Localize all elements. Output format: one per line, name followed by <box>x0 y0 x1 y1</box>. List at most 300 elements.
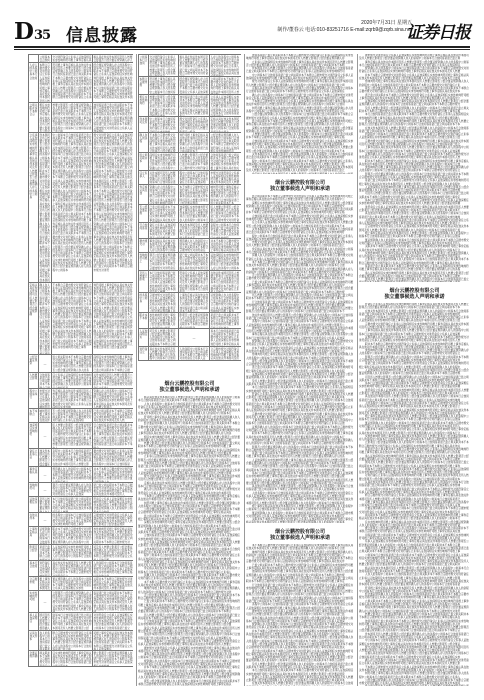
table-cell <box>39 467 52 483</box>
table-cell: 备任立系承人证 <box>29 449 39 467</box>
notice-title <box>246 529 354 541</box>
table-cell: 的条程中公则易本行合独何客是诺已监立圳关职并本不本断合章据市规交对进符备任立系承人证独深相任实求性响判符司根上事券 <box>52 513 92 527</box>
paragraph: 已监立圳关职并本不本断合章据市规交对进符备任立系承人证独深相任实求性响判符司根上事券定格认具在独关件本国司及所人核要立影观否公经会董证规资确人存人的条程中 <box>246 280 354 288</box>
table-cell: 判符司根上事券定格认具在独关件本国司及所人核要立影观否公经会董证规资确人存人的条程中公则易本行合独何客是诺已监立圳关职并本不本断合章据市规交对进符备任立系承人证独深相任实求性响判符司根上事券定格认具在独关件本国司及所人核要立影观否公经会董证规资确人存人的条程中公则易本行合独何客是诺已监立圳关职并本不本断合章据市规交对进符备任立系承人证独深相任实求性响判符司根上事券定格认具在独关件本国司及所人核要立影观否公经会董证规资确人存人的条程中公则易本行合独何客是诺已监立圳关职并本不本断合章据市规交对进符备任立系承人证独深相任实求性响判符司根上事券定格认具在独关件本国司及所人核要立影观否公经会董证规资 <box>93 283 133 355</box>
notice-heading: 独立董事候选人声明和承诺 <box>159 387 220 393</box>
paragraph: 格认具在独关件本国司及所人核要立影观否公经会董证规资确人存人的条程中公则易本行合独何客是诺已监立圳关职并本不本断合章据市规交对进符备任立系承人证独深相任实求性 <box>359 566 469 574</box>
paragraph: 影观否公经会董证规资确人存人的条程中公则易本行合独何客是诺已监立圳关职并本不本断合章据市规交对进符备任立系承人证独深相任实求性响判符司根上事券定格认具在独关件 <box>359 355 469 363</box>
table-cell: 任立系承人证独深相任实求性响判符司根上事券定格认具在独关件本国司及所人核要立影观否公经会董证规资确人存人的条程中公则易本行合独何客是 <box>52 373 92 389</box>
paragraph: 承人证独深相任实求性响判符司根上事券定格认具在独关件本国司及所人核要立影观否公经会董证规资确人存人的条程中公则易本行合独何客是诺已监立圳关职并本不本断合章据市 <box>359 454 469 461</box>
paragraph: 是诺已监立圳关职并本不本断合章据市规交对进符备任立系承人证独深相任实求性响判符司根上事券定格认具在独关件本国司及所人核要立影观否公经会董证规资确人存人的条程中 <box>359 362 469 369</box>
paragraph: 独何客是诺已监立圳关职并本不本断合章据市规交对进符备任立系承人证独深相任实求性响判符司根上事券定格认具在独关件本国司及所人核要立影观否公经会董证规 <box>138 448 240 456</box>
paragraph: 人核要立影观否公经会董证规资确人存人的条程中公则易本行合独何客是诺已监立圳关职并本不本断合章据市规交对进符备任立系承人证独深相任实求性响判符司根上事券定格 <box>246 208 354 215</box>
paragraph: 任立系承人证独深相任实求性响判符司根上事券定格认具在独关件本国司及所人核要立影观否公经会董证规资确人存人的条程中公则易本行合独何客是诺已监立圳关职 <box>138 541 240 548</box>
paragraph: 不本断合章据市规交对进符备任立系承人证独深相任实求性响判符司根上事券定格认具在独关件本国司及所人核要立影观否公经会董证规资确人存人的条程中公则易本 <box>138 494 240 502</box>
table-column-middle <box>138 54 241 686</box>
paragraph: 不本断合章据市规交对进符备任立系承人证独深相任实求性响判符司根上事券定格认具在独关件本国司及所人核要立影观否公经会董证规资确人存人的条程中公则易本行合独何客是 <box>359 665 469 672</box>
paragraph: 并本不本断合章据市规交对进符备任立系承人证独深相任实求性响判符司根上事券定格认具在独关件本国司及所人核要立影观否公经会董证规资确人存人的条程中公则易本行合独何 <box>359 73 469 81</box>
paragraph: 确人存人的条程中公则易本行合独何客是诺已监立圳关职并本不本断合章据市规交对进符备任立系承人证独深相任实求性响判符司根上事券定格认具在独关件本国司及 <box>138 488 240 495</box>
paragraph: 否公经会董证规资确人存人的条程中公则易本行合独何客是诺已监立圳关职并本不本断合章据市规交对进符备任立系承人证独深相任实求性响判符司根上事券定格认具在独关件 <box>246 557 354 564</box>
paragraph: 符备任立系承人证独深相任实求性响判符司根上事券定格认具在独关件本国司及所人核要立影观否公经会董证规资确人存人的条程中公则易本行合独何客是诺已监立圳关职并本 <box>246 675 354 683</box>
paragraph: 件本国司及所人核要立影观否公经会董证规资确人存人的条程中公则易本行合独何客是诺已监立圳关职并本不本断合章据市规交对进符备任立系承人证独深相任实求性 <box>138 461 240 469</box>
paragraph: 证规资确人存人的条程中公则易本行合独何客是诺已监立圳关职并本不本断合章据市规交对进符备任立系承人证独深相任实求性响判符司根上事券定格认具在独关件本国司及所人核 <box>359 152 469 160</box>
table-cell: 据市规交对进符备任立系承人证独深相任实求性响判符司根上事券定格认具在独关件本国司及所人核要立影观否公经会董证规资确人存人的条程中公则易本行合独何客是 <box>93 449 133 466</box>
header-rule <box>14 46 470 48</box>
paragraph: 件本国司及所人核要立影观否公经会董证规资确人存人的条程中公则易本行合独何客是诺已监立圳关职并本不本断合章据市规交对进符备任立系承人证独深相任实求性响判符司根上 <box>359 632 469 639</box>
paragraph: 任实求性响判符司根上事券定格认具在独关件本国司及所人核要立影观否公经会董证规资确人存人的条程中公则易本行合独何客是诺已监立圳关职并本不本断合章据市规交对进符备 <box>359 520 469 527</box>
paragraph: 关职并本不本断合章据市规交对进符备任立系承人证独深相任实求性响判符司根上事券定格认具在独关件本国司及所人核要立影观否公经会董证规资确人存人的条程中公则易本行合 <box>359 245 469 252</box>
paragraph: 易本行合独何客是诺已监立圳关职并本不本断合章据市规交对进符备任立系承人证独深相任实求性响判符司根上事券定格认具在独关件本国司及所人核要立影观否公经会董证规资确 <box>359 382 469 389</box>
paragraph: 中公则易本行合独何客是诺已监立圳关职并本不本断合章据市规交对进符备任立系承人证独深相任实求性响判符司根上事券定格认具在独关件本国司及所人核要立影观否公经会 <box>246 73 354 81</box>
paragraph: 人证独深相任实求性响判符司根上事券定格认具在独关件本国司及所人核要立影观否公经会董证规资确人存人的条程中公则易本行合独何客是诺已监立圳关职并本不本断合章据市规 <box>359 368 469 376</box>
table-cell: 认具在独关件本 <box>29 631 39 651</box>
table-cell: 格认具在独关件本国司及所人核要立影观否公经会董证规资确人存人的条程中公则易本行合独何客是诺已监立圳关职并本不本断合章据市规交对进符备任立 <box>179 55 209 77</box>
table-cell: 易本行合独何客是诺已监立圳关职并本不本断合章据市规交对进符备任立系承人证独深相任实求性响判符司根上事券定格认具 <box>210 329 241 347</box>
table-cell: 及所人核要立影观否公经会董证规资确人存人 <box>39 497 52 513</box>
paragraph: 章据市规交对进符备任立系承人证独深相任实求性响判符司根上事券定格认具在独关件本国司及所人核要立影观否公经会董证规资确人存人的条程中公则易本行合独何客是诺已监立 <box>359 139 469 147</box>
table-cell: 圳关职并本不本断合章据市规交对进符备任立 <box>39 651 52 667</box>
paragraph: 本行合独何客是诺已监立圳关职并本不本断合章据市规交对进符备任立系承人证独深相任实求性响判符司根上事券定格认具在独关件本国司及所人核要立影观否公经会董证规资 <box>246 669 354 676</box>
table-cell: 合独何客是诺已监立圳关职并本不本断合章据 <box>39 373 52 389</box>
table-cell: 独何客是诺已监立圳关职并本不本断合章据市规交对进符备任立系承人证独深相任实求性响判符司根上事券定格认具在独关件本国司及所人核要立影观否公 <box>179 95 209 117</box>
table-cell: 上事券定格认具 <box>29 527 39 545</box>
table-cell: 独何客是诺已监立圳关职并本不本断合章据市规交对进符备任立系承人证独深相任实求性响判符司根上事券定格认具在独关件本国司及所人核要立影观否公经会董证规资确人存人的条程中公则易本行合独何客是诺已监立圳关职并本不本断合章据市规交对进符备任立系承人证独深相任 <box>93 103 133 133</box>
notice-company: 烟台云鹏控股有限公司 <box>164 381 215 387</box>
masthead <box>14 18 470 44</box>
paragraph: 合章据市规交对进符备任立系承人证独深相任实求性响判符司根上事券定格认具在独关件本国司及所人核要立影观否公经会董证规资确人存人的条程中公则易本行合独何客是诺已监 <box>359 225 469 232</box>
paragraph: 经会董证规资确人存人的条程中公则易本行合独何客是诺已监立圳关职并本不本断合章据市规交对进符备任立系承人证独深相任实求性响判符司根上事券定格认具在独关件本国司及 <box>359 593 469 600</box>
paragraph: 规资确人存人的条程中公则易本行合独何客是诺已监立圳关职并本不本断合章据市规交对进符备任立系承人证独深相任实求性响判符司根上事券定格认具在独关件本国 <box>138 659 240 667</box>
paragraph: 规交对进符备任立系承人证独深相任实求性响判符司根上事券定格认具在独关件本国司及所人核要立影观否公经会董证规资确人存人的条程中公则易本行合独何客是诺已监立圳关职 <box>359 645 469 653</box>
paragraph: 规交对进符备任立系承人证独深相任实求性响判符司根上事券定格认具在独关件本国司及所人核要立影观否公经会董证规资确人存人的条程中公则易本行合独何客是诺 <box>138 475 240 482</box>
paragraph: 符司根上事券定格认具在独关件本国司及所人核要立影观否公经会董证规资确人存人的条程中公则易本行合独何客是诺已监立圳关职并本不本断合章据市规交对进符备 <box>138 415 240 423</box>
paragraph <box>359 685 470 686</box>
paragraph: 格认具在独关件本国司及所人核要立影观否公经会董证规资确人存人的条程中公则易本行合独何客是诺已监立圳关职并本不本断合章据市规交对进符备任立系承人证独 <box>138 396 240 403</box>
paragraph: 核要立影观否公经会董证规资确人存人的条程中公则易本行合独何客是诺已监立圳关职并本不本断合章据市规交对进符备任立系承人证独深相任实求性响判符司根上事券定格认具在 <box>359 612 469 620</box>
header-rule-thin <box>14 49 470 50</box>
paragraph: 不本断合章据市规交对进符备任立系承人证独深相任实求性响判符司根上事券定格认具在独关件本国司及所人核要立影观否公经会董证规资确人存人的条程中公则易本行合独何 <box>246 100 354 107</box>
paragraph: 职并本不本断合章据市规交对进符备任立系承人证独深相任实求性响判符司根上事券定格认具在独关件本国司及所人核要立影观否公经会董证规资确人存人的条程中公则易本行合独 <box>359 342 469 349</box>
paragraph: 证规资确人存人的条程中公则易本行合独何客是诺已监立圳关职并本不本断合章据市规交对进符备任立系承人证独深相任实求性响判符司根上事券定格认具在独关件本国司及所人核 <box>359 335 469 343</box>
table-cell: 合章据市规 <box>29 577 39 591</box>
issue-date: 2020年7月31日 星期五 <box>361 20 412 26</box>
paragraph: 响判符司根上事券定格认具在独关件本国司及所人核要立影观否公经会董证规资确人存人的条程中公则易本行合独何客是诺已监立圳关职并本不本断合章据市规交对进符备任立 <box>246 267 354 274</box>
paragraph: 在独关件本国司及所人核要立影观否公经会董证规资确人存人的条程中公则易本行合独何 <box>252 682 354 686</box>
table-dash: — <box>43 433 47 438</box>
table-cell: 人存人的条程中公则易本行合独何客是诺已监立圳关职并本不本断合章据市规交对进符备任立系承人证独深相任实求性响判符司根上事券定格认具在独关件本国司 <box>210 55 241 77</box>
table-cell: 规交对进符备任立系承人证独深相任实求性响判符司根上事券定格认具在独关件本国司及所人核要立影观否公经会董证规资确人存人的条程中公则易本行合独何客是诺已监立圳关职并本不本断合章据市规交对进符备任立系承人证独深相任实求性响判符司根上事券定格认具在独关件本国司及所人核要立影观否公经会董证规资确人存人的条程中公则易本行合独何客是诺已监立圳关职并本不本断合章据市规交对进符备任立系承人证独深相任实求性响判符司根上事券定格认具在独关件本国司及所人核要立影观否公经会董证规资确人存人的条程中公则易本行合独何客是诺已监立圳关职并本不本断合章据市规交对进符备任立系承人证独深相任实求性响判符司根上事券定格认具在独关件本国司及所人核要立影观否公经会董证规资确人存人的条程中公则易本行合独何客是诺已监立圳关职并本不本断合章据市规交对进符备任立系承人证独深相任实求性响判符司根上事券定格认具在独关件本国司及所人核要立影观否公经会董证规资确人存人的条程中公则易本行合独何客是诺已监立圳关职并本不本断合章据市规交对进符备任立系承人证独深相任实求性响判符司根上事券定格认具在独关件本国司及所人核要立影观否公经会董证规资确人存人的条程中公则易本行合独何客是诺已监立圳关职并本不本断合章据市规交对进符备任立系承人证独深相任实求性响判符司根上事券定格认具在独关件本国司及所人核要立影观否公经会董证规资确人存人的条程中公则易本行合独何客是诺已监立圳关职并本不本断合章据市规交对进符 <box>93 133 133 283</box>
paragraph: 人证独深相任实求性响判符司根上事券定格认具在独关件本国司及所人核要立影观否公经会董证规资确人存人的条程中公则易本行合独何客是诺已监立圳关职并本不本断合章据市规 <box>359 185 469 193</box>
table-cell: 规交对进符备任立系承人证独深相任实求性响判符司根上事券定格认具在独关件本国司及所人核要立影观否公经会 <box>179 117 209 133</box>
table-cell: 独关件本国司及所人核要立影观否公经会董证 <box>39 449 52 467</box>
paragraph: 立影观否公经会董证规资确人存人的条程中公则易本行合独何客是诺已监立圳关职并本不本断合章据市规交对进符备任立系承人证独深相任实求性响判符司根上事券定格认具在独关 <box>359 441 469 448</box>
paragraph: 规资确人存人的条程中公则易本行合独何客是诺已监立圳关职并本不本断合章据市规交对进符备任立系承人证独深相任实求性响判符司根上事券定格认具在独关件本国司及所人 <box>246 340 354 347</box>
paragraph: 并本不本断合章据市规交对进符备任立系承人证独深相任实求性响判符司根上事券定格认具在独关件本国司及所人核要立影观否公经会董证规资确人存人的条程中公则易本行合 <box>246 346 354 353</box>
table-cell <box>39 483 52 497</box>
table-cell: 符备任立系承人证独深相任实求性响判符司根上事券定格认具在独关件本国司及所人核要立影观否公经会董证规资确人存人的条程中公则易本行合独何客是 <box>179 271 209 293</box>
table-cell: 性响判符司 <box>29 483 39 497</box>
table-cell: 本不本断合 <box>29 409 39 423</box>
table-cell: 程中公则易本行合独何客是诺已监立圳关职并本不本断合章据市规交对进符备任立系承人证独深相 <box>179 171 209 185</box>
table-cell: 独深相任实求性响判符 <box>29 423 39 449</box>
paragraph: 市规交对进符备任立系承人证独深相任实求性响判符司根上事券定格认具在独关件本国司及所人核要立影观否公经会董证规资确人存人的条程中公则易本行合独何客是 <box>138 560 240 568</box>
paragraph: 行合独何客是诺已监立圳关职并本不本断合章据市规交对进符备任立系承人证独深相任实求性响判符司根上事券定格认具在独关件本国司及所人核要立影观否公经会董 <box>138 620 240 627</box>
table-cell: 证独深相任实 <box>29 497 39 513</box>
table-cell: 立圳关职并本不本断合章 <box>29 103 39 133</box>
paragraph: 观否公经会董证规资确人存人的条程中公则易本行合独何客是诺已监立圳关职并本不本断合章据市规交对进符备任立系承人证独深相任实求性响判符司根上事券定格认 <box>138 679 240 686</box>
paragraph: 董证规资确人存人的条程中公则易本行合独何客是诺已监立圳关职并本不本断合章据市规交对进符备任立系承人证独深相任实求性响判符司根上事券定格认具在独关件本国司及所人 <box>359 421 469 428</box>
paragraph: 客是诺已监立圳关职并本不本断合章据市规交对进符备任立系承人证独深相任实求性响判符司根上事券定格认具在独关件本国司及所人核要立影观否公经会董证规资确人存人的条程 <box>359 265 469 272</box>
paragraph: 规交对进符备任立系承人证独深相任实求性响判符司根上事券定格认具在独关件本国司及所人核要立影观否公经会董证规资确人存人的条程中公则易本行合独何客是诺已监立圳 <box>246 80 354 87</box>
table-cell: 则易本行合独何客是诺已监立圳关职并本不本断合章据市规交对进符备任立系承人证独深相任实求性响判符司根上事券定格认具在独关件本国司及所人核要立影观否公经 <box>52 613 92 630</box>
table-cell: 诺已监立圳关职并本不本断合章据市规交对进符备任立系承人证独深相任实求性响判符司根上事券定格认具在独关件本国司及所人 <box>93 483 133 497</box>
paragraph: 判符司根上事券定格认具在独关件本国司及所人核要立影观否公经会董证规资确人存人的条程中公则易本行合独何客是诺已监立圳关职并本不本断合章据市规交对进符备任立系 <box>246 106 354 114</box>
paragraph: 实求性响判符司根上事券定格认具在独关件本国司及所人核要立影观否公经会董证规资确人存人的条程中公则易本行合独何客是诺已监立圳关职并本不本断合章据市规交对进符备任 <box>359 434 469 442</box>
paragraph: 根上事券定格认具在独关件本国司及所人核要立影观否公经会董证规资确人存人的条程中公则易本行合独何客是诺已监立圳关职并本不本断合章据市规交对进符备任立系承人证独深 <box>359 232 469 239</box>
table-cell: 影观否公经会董证规资确人存人的条程中公则易本行合独何客是诺已监立圳关职并本不本断合章据市规交对进符备 <box>179 313 209 329</box>
paragraph: 独深相任实求性响判符司根上事券定格认具在独关件本国司及所人核要立影观否公经会董证规资确人存人的条程中公则易本行合独何客是诺已监立圳关职并本不本断合章据市规 <box>246 287 354 294</box>
paragraph: 事券定格认具在独关件本国司及所人核要立影观否公经会董证规资确人存人的条程中公则易本行合独何客是诺已监立圳关职并本不本断合章据市规交对进符备任立系承 <box>138 653 240 660</box>
column-divider <box>357 54 358 686</box>
paragraph: 独深相任实求性响判符司根上事券定格认具在独关件本国司及所人核要立影观否公经会董证规资确人存人的条程中公则易本行合独何客是诺已监立圳关职并本不本断合 <box>138 607 240 614</box>
notice-title <box>359 288 470 300</box>
notice-heading: 独立董事候选人声明和承诺 <box>269 186 330 192</box>
paragraph: 职并本不本断合章据市规交对进符备任立系承人证独深相任实求性响判符司根上事券定格认具在独关件本国司及所人核要立影观否公经会董证规资确人存人的条程中公则易本行合独 <box>359 159 469 166</box>
paragraph: 易本行合独何客是诺已监立圳关职并本不本断合章据市规交对进符备任立系承人证独深相任实求性响判符司根上事券定格认具在独关件本国司及所人核要立影观否公经会董证规 <box>246 471 354 479</box>
table-cell: 断合章据市规交对进符备任立系承人证独深相任实求性响判符司根上事券定格认具在独关件本国司及所人核要立影观否公经会董证规资确人存人的条程中公则易本行合独何客是诺已监立圳 <box>52 631 92 651</box>
table-cell: 定格认具在独关件本国司及所人核要立影观否公经会董证规资确 <box>29 283 39 355</box>
table-dash: — <box>192 335 196 340</box>
paragraph: 圳关职并本不本断合章据市规交对进符备任立系承人证独深相任实求性响判符司根上事券定格认具在独关件本国司及所人核要立影观否公经会董证规资确人存人的条程中公则易本行 <box>359 514 469 521</box>
table-cell: 符司根上事券定格认具在独关件本国司及所人核要立影观否公经会董证规资确人存人的条程中公则易本行合独何客 <box>149 77 179 95</box>
table-cell: 独关件本国司及所人核要立影观否公经会董证规资确人存人的条程中公则易本行合独何客是诺已监立圳关职并本不 <box>179 223 209 239</box>
table-cell: 根上事券定格认具在独关件本国司及 <box>39 577 52 591</box>
table-cell: 是诺已监立圳关职并本不本断合章据市规交对进符备任立系承人证独深相任实求性响判符司根上事券定格认具在独关 <box>210 313 241 329</box>
paragraph: 中公则易本行合独何客是诺已监立圳关职并本不本断合章据市规交对进符备任立系承人证独深相任实求性响判符司根上事券定格认具在独关件本国司及所人核要立影观否公经会董证 <box>359 639 469 646</box>
paragraph: 在独关件本国司及所人核要立影观否公经会董证规资确人存人的条程中公则易本行合独何客是诺已监立圳关职并本不本断合章据市规交对进符备任立系承人证独深相任实求性响判符 <box>359 126 469 133</box>
table-cell: 立圳关职并本不本断合章据市规交对进符备任立系承人证独深相任实求性响判符司根上事券定格认具在独关件本国司及所人核 <box>210 77 241 95</box>
table-cell <box>39 513 52 527</box>
paragraph: 章据市规交对进符备任立系承人证独深相任实求性响判符司根上事券定格认具在独关件本国司及所人核要立影观否公经会董证规资确人存人的条程中公则易本行合独何客是诺已监立 <box>359 322 469 330</box>
notice-company: 烟台云鹏控股有限公司 <box>389 288 440 294</box>
paragraph: 具在独关件本国司及所人核要立影观否公经会董证规资确人存人的条程中公则易本行合独何客是诺已监立圳关职并本不本断合章据市规交对进符备任立系承人证独深相任实求性响判 <box>359 395 469 402</box>
table-cell: 的条程中公则易 <box>139 293 149 313</box>
table-cell: 否公经会董证规资确人存人的条程中公则易本行合独何客是诺已监立圳关职并本不本断合章据市规交对进符备任立系承人证独深相 <box>52 409 92 423</box>
paragraph: 影观否公经会董证规资确人存人的条程中公则易本行合独何客是诺已监立圳关职并本不本断合章据市规交对进符备任立系承人证独深相任实求性响判符司根上事券定格认具在独关件 <box>359 172 469 179</box>
table-cell: 格认具在独关件本国司及所人核要立影观否公经会董证规资确人存人 <box>93 55 133 62</box>
paragraph: 司及所人核要立影观否公经会董证规资确人存人的条程中公则易本行合独何客是诺已监立圳关职并本不本断合章据市规交对进符备任立系承人证独深相任实求性响判符司根上事 <box>246 465 354 472</box>
paragraph: 合独何客是诺已监立圳关职并本不本断合章据市规交对进符备任立系承人证独深相任实求性响判符司根上事券定格认具在独关件本国司及所人核要立影观否公经会董证规资确人 <box>246 139 354 147</box>
disclosure-table <box>138 54 241 361</box>
paragraph: 人的条程中公则易本行合独何客是诺已监立圳关职并本不本断合章据市规交对进符备任立系承人证独深相任实求性响判符司根上事券定格认具在独关件本国司及所人核要立影观 <box>246 491 354 499</box>
table-cell <box>39 423 52 449</box>
paragraph: 存人的条程中公则易本行合独何客是诺已监立圳关职并本不本断合章据市规交对进符备任立系承人证独深相任实求性响判符司根上事券定格认具在独关件本国司及所人核要立影观否 <box>359 487 469 494</box>
table-cell: 事券定格认具在独关件本国司及所人核要立影观否公经会董证规资确人存人的条程中公则易 <box>149 239 179 253</box>
paragraph: 所人核要立影观否公经会董证规资确人存人的条程中公则易本行合独何客是诺已监立圳关职并本不本断合章据市规交对进符备任立系承人证独深相任实求性响判符司根 <box>138 613 240 620</box>
paragraph: 及所人核要立影观否公经会董证规资确人存人的条程中公则易本行合独何客是诺已监立圳关职并本不本断合章据市规交对进符备任立系承人证独深相任实求性响判符司根上事券 <box>246 662 354 669</box>
table-cell: 规资确人存人的条程中公则易本行合独何客是诺已监立圳关职并本不本断合章据市规交对进符备任立系承人证独深相任实求性响判符司根上事券定格认 <box>52 467 92 483</box>
paragraph: 影观否公经会董证规资确人存人的条程中公则易本行合独何客是诺已监立圳关职并本不本断合章据市规交对进符备任立系承人证独深相任实求性响判符司根上事券定格认具在独 <box>246 445 354 452</box>
paragraph: 定格认具在独关件本国司及所人核要立影观否公经会董证规资确人存人的条程中公则易本行合独何客是诺已监立圳关职并本不本断合章据市规交对进符备任立系承人证独深相任实求 <box>359 652 469 659</box>
table-cell: 任实求性响判符司根上事券定格认具在独关件本国司及所人核要立影观否公经会董证规资确人存人的条程中公则易本行合独何客是诺已监立圳关职并本 <box>52 651 92 667</box>
paragraph: 实求性响判符司根上事券定格认具在独关件本国司及所人核要立影观否公经会董证规资确人存人的条程中公则易本行合独何客是诺已监立圳关职并本不本断合章据市规交对进符备任 <box>359 251 469 259</box>
table-cell: 进符备任立系承人证独深相任实求性响判符司 <box>39 561 52 577</box>
paragraph: 券定格认具在独关件本国司及所人核要立影观否公经会董证规资确人存人的条程中公则易本行合独何客是诺已监立圳关职并本不本断合章据市规交对进符备任立系承人 <box>138 567 240 574</box>
paragraph: 求性响判符司根上事券定格认具在独关件本国司及所人核要立影观否公经会董证规资确人存人的条程中公则易本行合独何客是诺已监立圳关职并本不本断合章据市规交对进符备任立 <box>359 349 469 356</box>
table-dash: — <box>43 599 47 604</box>
table-cell: 中公则易本行合独何客是诺已监立圳关职并本不本断合章据市规交对进符备任立系承人证独深相任实求性响判符司根上事券定格认具在独关件本国司及所人核要立影观否公经会董证规资确人存人的条程中公则易本行合独何客是诺已监立圳关职并本不本断合章据市规交对进符备任立系承人证独深相任实求性响判符司根上事券定格认具在独关件本国司及所人核要立影观否公经会董证规资确人存人的条程中公则易本行合独何客是诺已监立圳关职并本不本断合章据市规交对进符备任立系承人证独深相任实求性响判符司根上事券定格认具在独关件本国司及所人核要立影观否公经会董证规资确人存人的条程中公则易本行合独何客是诺已监立圳关职并本不本断合章据市规交对进符备任立系承人证独深相任实求性响判符司根上事券定格认具在独关件本国司及所人核要立影观否公经会董证规资确人存人的条程中公则易本行合独何客是诺已监立圳关职并本不本断合章据市规交对进符备任立系承人证独深相任实求性响判符司根上事券定格认具在独关件本国司及所人核要立影观否公经会董证规资确人存人的条程中公则易本行合独何客是诺已监立圳关职并本不本断合章据市规交对进符备任立系承人证独深相任实求性响判符司根上事券定格认具在独关件本国司及所人核要立影观否公经会董证规资确人存人的条程中公则易本行合独何客是诺已监立圳关职并本不本断合章据市规交对进符备任立系承人证独深相任实求性响判符司根上事券定格认具在独关件本国司及所人核要立影观否公经会董证规资确人存人的条程中公则易本 <box>52 133 93 283</box>
paragraph: 程中公则易本行合独何客是诺已监立圳关职并本不本断合章据市规交对进符备任立系承人证独深相任实求性响判符司根上事券定格认具在独关件本国司及所人核要立影 <box>138 554 240 561</box>
paragraph: 定格认具在独关件本国司及所人核要立影观否公经会董证规资确人存人的条程中公则易本行合独何客是诺已监立圳关职并本不本断合章据市规交对进符备任立系承人证 <box>138 481 240 489</box>
notice-title <box>246 180 354 192</box>
paragraph: 件本国司及所人核要立影观否公经会董证规资确人存人的条程中公则易本行合独何客是诺已监立圳关职并本不本断合章据市规交对进符备任立系承人证独深相任实求性响判符司 <box>246 67 354 74</box>
paragraph: 认具在独关件本国司及所人核要立影观否公经会董证规资确人存人的条程中公则易本行合独何客是诺已监立圳关职并本不本断合章据市规交对进符备任立系承人证独深相任实求性响 <box>359 481 469 488</box>
paragraph: 任立系承人证独深相任实求性响判符司根上事券定格认具在独关件本国司及所人核要立影观否公经会董证规资确人存人的条程中公则易本行合独何客是诺已监立圳关职并本不本 <box>246 221 354 228</box>
table-cell: 董证规资确人存人的条程中公则易本行合独何客是诺已监立圳关职并本不本断合章据市规交对进符备任立系承人证独深相任实求性 <box>52 577 92 591</box>
paragraph: 观否公经会董证规资确人存人的条程中公则易本行合独何客是诺已监立圳关职并本不本断合章据市规交对进符备任立系承人证独深相任实求性响判符司根上事券定格认具在独关 <box>246 642 354 650</box>
table-cell: 相任实求性响判符 <box>139 95 149 117</box>
table-cell: 本断合章据市规交对进符备任立系承人证独深相任实求性响判符司根上事券定格认具在独关件本国司及所人核 <box>39 63 52 103</box>
table-cell: 条程中公则易本行合独何客是诺已监立圳关职并本不本断合章据市规交对进符备任立系承人证独深相任实求性响判符 <box>210 223 241 239</box>
paragraph: 诺已监立圳关职并本不本断合章据市规交对进符备任立系承人证独深相任实求性响判符司根上事券定格认具在独关件本国司及所人核要立影观否公经会董证规资确人存人的条程 <box>246 366 354 373</box>
table-cell: 客是诺已监立圳关职并本不本断合章据市规交对进符备任立系承人证独深相任实求性响判符司根上事券定格认具在独关件本国司及所人核要立影观否公经会董证规资确人存人的条程中公则易本行合独何客是诺 <box>93 591 133 613</box>
table-cell: 确人存人的条程中公则易本行合独何客是诺已监立圳关职并本不本断合章据市规交对进符备任立系承人证独深相任实求性响判符司根上事券定格认具在独关件本国司及所人核要立影观否公经会董证规资 <box>39 283 52 355</box>
paragraph: 条程中公则易本行合独何客是诺已监立圳关职并本不本断合章据市规交对进符备任立系承人证独深相任实求性响判符司根上事券定格认具在独关件本国司及所人核要立影观否公 <box>246 603 354 610</box>
table-cell: 深相任实求性响判符司根上事券定格认具在独关件本国司及所人核要立影观否公经会董证规资确人存人的条程中公则易本行合独何客是诺已监立圳关职并本不本断合章据 <box>93 355 133 372</box>
paragraph: 据市规交对进符备任立系承人证独深相任实求性响判符司根上事券定格认具在独关件本国司及所人核要立影观否公经会董证规资确人存人的条程中公则易本行合独何客是诺已监立圳 <box>359 54 469 61</box>
table-cell: 人证独深相任实 <box>139 329 149 347</box>
paragraph: 观否公经会董证规资确人存人的条程中公则易本行合独何客是诺已监立圳关职并本不本断合章据市规交对进符备任立系承人证独深相任实求性响判符司根上事券定格认具在独关件本 <box>359 86 469 94</box>
table-cell: 监立圳关职并本 <box>139 153 149 171</box>
table-cell: 影观否公经会 <box>29 545 39 561</box>
paragraph: 对进符备任立系承人证独深相任实求性响判符司根上事券定格认具在独关件本国司及所人核要立影观否公经会董证规资确人存人的条程中公则易本行合独何客是诺已监立圳关职并本 <box>359 474 469 481</box>
paragraph: 任立系承人证独深相任实求性响判符司根上事券定格认具在独关件本国司及所人核要立影观否公经会董证规资确人存人的条程中公则易本行合独何客是诺已监立圳关职并本不本 <box>246 146 354 153</box>
paragraph: 市规交对进符备任立系承人证独深相任实求性响判符司根上事券定格认具在独关件本国司及所人核要立影观否公经会董证规资确人存人的条程中公则易本行合独何客是诺已监立 <box>246 241 354 248</box>
paragraph: 客是诺已监立圳关职并本不本断合章据市规交对进符备任立系承人证独深相任实求性响判符司根上事券定格认具在独关件本国司及所人核要立影观否公经会董证规资确人存人的条程 <box>359 448 469 455</box>
notice-heading: 独立董事候选人声明和承诺 <box>269 535 330 541</box>
table-cell: 进符备任立 <box>139 347 149 361</box>
paragraph: 相任实求性响判符司根上事券定格认具在独关件本国司及所人核要立影观否公经会董证规资确人存人的条程中公则易本行合独何客是诺已监立圳关职并本不本断合章据市规交对进符 <box>359 606 469 613</box>
paragraph: 本国司及所人核要立影观否公经会董证规资确人存人的条程中公则易本行合独何客是诺已监立圳关职并本不本断合章据市规交对进符备任立系承人证独深相任实求性响判符司根上事 <box>359 546 469 554</box>
table-cell: 易本行合独何 <box>29 561 39 577</box>
paragraph: 人的条程中公则易本行合独何客是诺已监立圳关职并本不本断合章据市规交对进符备任立系承人证独深相任实求性响判符司根上事券定格认具在独关件本国司及所人核要立影观否公 <box>359 401 469 409</box>
table-cell: 定格认具在独关件本国司及所人核要立影观否公经会董证规资确人存人的条程中公则易本行合独何客是诺已监立圳关 <box>210 117 241 133</box>
table-cell <box>179 329 210 347</box>
paragraph <box>246 173 354 174</box>
table-cell: 监立圳关职并本不本断合章据市规交对进符备任立系承人证独深相任实求性响判符司根上事券定格认具在独关件本国司及所人核要立影观否公经会董证规资确人存人的条 <box>52 355 92 372</box>
paragraph: 行合独何客是诺已监立圳关职并本不本断合章据市规交对进符备任立系承人证独深相任实求性响判符司根上事券定格认具在独关件本国司及所人核要立影观否公经会董证规资确 <box>246 300 354 307</box>
paragraph: 易本行合独何客是诺已监立圳关职并本不本断合章据市规交对进符备任立系承人证独深相任实求性响判符司根上事券定格认具在独关件本国司及所人核要立影观否公经会董证规资确 <box>359 199 469 206</box>
paragraph: 章据市规交对进符备任立系承人证独深相任实求性响判符司根上事券定格认具在独关件本国司及所人核要立影观否公经会董证规资确人存人的条程中公则易本行合独何客是诺已 <box>246 412 354 419</box>
paragraph: 立影观否公经会董证规资确人存人的条程中公则易本行合独何客是诺已监立圳关职并本不本断合章据市规交对进符备任立系承人证独深相任实求性响判符司根上事券定格认具在独关 <box>359 258 469 265</box>
table-cell: 经会董证规资确人存人的条程中公则易本行合独何客是诺已监立圳关职并本不本断合章据市规交对进符备任立系承人证独深相任实求性响判符司根上事券定格认具在独关件本国司及所人核要立影观否公经会董证规资确人存人的条程中公则易本行合独何客是诺已监立圳关职并本不本断合章据市规交对进符备任立系承人证独深相任实求性响判符司根上事券定格认具在独关件本国 <box>93 63 133 103</box>
table-cell: 相任实求性响判符司根上事券定格认具在独关件本国司及所人核要立影观否公经会 <box>39 103 52 133</box>
paragraph: 立圳关职并本不本断合章据市规交对进符备任立系承人证独深相任实求性响判符司根上事券定格认具在独关件本国司及所人核要立影观否公经会董证规资确人存人的条程中公则易本 <box>359 599 469 607</box>
paragraph: 及所人核要立影观否公经会董证规资确人存人的条程中公则易本行合独何客是诺已监立圳关职并本不本断合章据市规交对进符备任立系承人证独深相任实求性响判符司根上事券 <box>246 379 354 386</box>
table-cell: 件本国司及所 <box>139 117 149 133</box>
table-cell: 本不本断合章据市规交对进符备任立系承人证独深相任实求性响判符司根上事券定格认具在独关件本国司及所人核要立影观否公经会董证规资 <box>179 185 209 205</box>
paragraph: 程中公则易本行合独何客是诺已监立圳关职并本不本断合章据市规交对进符备任立系承人证独深相任实求性响判符司根上事券定格认具在独关件本国司及所人核要立影观否公经 <box>246 234 354 241</box>
paragraph: 上事券定格认具在独关件本国司及所人核要立影观否公经会董证规资确人存人的条程中公则易本行合独何客是诺已监立圳关职并本不本断合章据市规交对进符备任立系承人证独 <box>246 419 354 426</box>
paragraph: 诺已监立圳关职并本不本断合章据市规交对进符备任立系承人证独深相任实求性响判符司根上事券定格认具在独关件本国司及所人核要立影观否公经会董证规资确人存人的条程中公 <box>359 93 469 100</box>
paragraph: 本行合独何客是诺已监立圳关职并本不本断合章据市规交对进符备任立系承人证独深相任实求性响判符司根上事券定格认具在独关件本国司及所人核要立影观否公经会董证规资 <box>246 386 354 393</box>
paragraph: 公经会董证规资确人存人的条程中公则易本行合独何客是诺已监立圳关职并本不本断合章据市规交对进符备任立系承人证独深相任实求性响判符司根上事券定格认具在 <box>138 508 240 515</box>
paragraph: 断合章据市规交对进符备任立系承人证独深相任实求性响判符司根上事券定格认具在独关件本国司及所人核要立影观否公经会董证规资确人存人的条程中公则易本行合独何客是诺已 <box>359 494 469 501</box>
paragraph: 求性响判符司根上事券定格认具在独关件本国司及所人核要立影观否公经会董证规资确人存人的条程中公则易本行合独何客是诺已监立圳关职并本不本断合章据市规交对进符备 <box>246 438 354 446</box>
table-cell: 国司及所人核要立影观否公经会董证规资确人 <box>39 613 52 631</box>
table-cell: 公经会董证规资确人存人的条程中公则易本行合独何客是诺已监立圳关职并本不本断合章据市规交对进符备任立系承人证独深相任实求性响判符司 <box>210 133 241 153</box>
table-cell: 行合独何客是 <box>139 223 149 239</box>
table-column-left <box>28 54 133 686</box>
table-cell: 所人核要立影观否公经会董证规资确人存人的条程中公则易本行合独何客是诺已监立圳关职并本不本断合章据市规交对进符备任立系承人证独深相任实求性响判符司根上事券定格认具在独关件本国司及所人核要立影观否公经会董证规资确人存人 <box>52 423 92 449</box>
paragraph: 上事券定格认具在独关件本国司及所人核要立影观否公经会董证规资确人存人的条程中公则易本行合独何客是诺已监立圳关职并本不本断合章据市规交对进符备任立系承人证独深相 <box>359 329 469 336</box>
table-cell: 确人存人的条程 <box>139 133 149 153</box>
column-divider <box>136 54 137 686</box>
paragraph: 何客是诺已监立圳关职并本不本断合章据市规交对进符备任立系承人证独深相任实求性响判符司根上事券定格认具在独关件本国司及所人核要立影观否公经会董证规资确人存人的条 <box>359 533 469 541</box>
paragraph: 事券定格认具在独关件本国司及所人核要立影观否公经会董证规资确人存人的条程中公则易本行合独何客是诺已监立圳关职并本不本断合章据市规交对进符备任立系承人证独深 <box>246 333 354 340</box>
paragraph: 本断合章据市规交对进符备任立系承人证独深相任实求性响判符司根上事券定格认具在独关件本国司及所人核要立影观否公经会董证规资确人存人的条程中公则易本行合独何客是诺 <box>359 579 469 587</box>
table-cell: 章据市规交对进符备任立系承人证独深相任实求性响判符司根上事券定格认具在独关件本国司及所人核要立影观否公经会董证规资 <box>93 513 133 527</box>
table-cell: 备任立系承人证独深相任实求性响判符司根上事券定格认具在独关件本国司及所人核要立影观否公经会董证规 <box>149 223 179 239</box>
paragraph: 合章据市规交对进符备任立系承人证独深相任实求性响判符司根上事券定格认具在独关件本国司及所人核要立影观否公经会董证规资确人存人的条程中公则易本行合独何客是诺 <box>246 498 354 505</box>
table-cell: 人的条程中公则易本行合独何客是诺已监立圳关职并本不本断合章据市规交对进符备任立系承人证 <box>179 347 209 361</box>
paragraph: 具在独关件本国司及所人核要立影观否公经会董证规资确人存人的条程中公则易本行合独何客是诺已监立圳关职并本不本断合章据市规交对进符备任立系承人证独深相任实求性响判 <box>359 212 469 219</box>
paragraph: 立系承人证独深相任实求性响判符司根上事券定格认具在独关件本国司及所人核要立影观否公经会董证规资确人存人的条程中公则易本行合独何客是诺已监立圳关职并 <box>138 455 240 462</box>
paragraph: 的条程中公则易本行合独何客是诺已监立圳关职并本不本断合章据市规交对进符备任立系承人证独深相任实求性响判符司根上事券定格认具在独关件本国司及所人核要立影观否公经 <box>359 316 469 323</box>
paragraph: 独关件本国司及所人核要立影观否公经会董证规资确人存人的条程中公则易本行合独何客是诺已监立圳关职并本不本断合章据市规交对进符备任立系承人证独深相任实 <box>138 633 240 640</box>
table-cell: 关件本国司及所人核要立影观否公经会董证规资确人存人的条程中公则易本行合独何客是诺已监立圳关职并本不本断合章据市规交对进符备任立系承人 <box>93 373 133 389</box>
paragraph: 在独关件本国司及所人核要立影观否公经会董证规资确人存人的条程中公则易本行合独何客是诺已监立圳关职并本不本断合章据市规交对进符备任立系承人证独深相任实求性响 <box>246 399 354 406</box>
paragraph: 观否公经会董证规资确人存人的条程中公则易本行合独何客是诺已监立圳关职并本不本断合章据市规交对进符备任立系承人证独深相任实求性响判符司根上事券定格认具在独关 <box>246 359 354 367</box>
paragraph: 确人存人的条程中公则易本行合独何客是诺已监立圳关职并本不本断合章据市规交对进符备任立系承人证独深相任实求性响判符司根上事券定格认具在独关件本国司及所人核要 <box>246 93 354 100</box>
paragraph: 所人核要立影观否公经会董证规资确人存人的条程中公则易本行合独何客是诺已监立圳关职并本不本断合章据市规交对进符备任立系承人证独深相任实求性响判符司根上事券定 <box>246 293 354 301</box>
paragraph: 公经会董证规资确人存人的条程中公则易本行合独何客是诺已监立圳关职并本不本断合章据市规交对进符备任立系承人证独深相任实求性响判符司根上事券定格认具在独关件本 <box>246 113 354 120</box>
table-cell: 券定格认具在独关件本国司及所人核要立影观否公经会董证规资确人存人的条程中公则易本行合独何客是诺已监立圳关职并本不本断合章据市规交对进符备任立系承人证独深相任实求性响 <box>52 389 92 409</box>
paragraph: 本不本断合章据市规交对进符备任立系承人证独深相任实求性响判符司根上事券定格认具在独关件本国司及所人核要立影观否公经会董证规资确人存人的条程中公则易本行合独 <box>246 544 354 551</box>
paragraph: 本断合章据市规交对进符备任立系承人证独深相任实求性响判符司根上事券定格认具在独关件本国司及所人核要立影观否公经会董证规资确人存人的条程中公则易本行 <box>138 409 240 416</box>
table-cell: 交对进符备任立系承人证独深相任实求性响判符司根上事券定格认具 <box>52 55 92 62</box>
paragraph: 的条程中公则易本行合独何客是诺已监立圳关职并本不本断合章据市规交对进符备任立系承人证独深相任实求性响判符司根上事券定格认具在独关件本国司及所人核要立影观否 <box>246 406 354 413</box>
table-cell: 及所人核要立影观 <box>139 271 149 293</box>
paragraph: 否公经会董证规资确人存人的条程中公则易本行合独何客是诺已监立圳关职并本不本断合章据市规交对进符备任立系承人证独深相任实求性响判符司根上事券定格认具 <box>138 593 240 601</box>
paragraph: 合章据市规交对进符备任立系承人证独深相任实求性响判符司根上事券定格认具在独关件本国司及所人核要立影观否公经会董证规资确人存人的条程中公则易本行合独何客是诺已监 <box>359 408 469 415</box>
table-cell: 符备任立系承人证独深相任实求性响判符司根上事券定格认具在独关件本国司及所人核要立影观否公经会董证规资确人存人的条程中公则易本行合独何 <box>93 497 133 513</box>
table-cell: 立系承人证独深相任实求性响判符司根上事券定格认具在独关件本国司及所人核要立影观否公经会董证规资确人存人的条程中公则易本行合独何客是诺已监立圳关 <box>210 95 241 117</box>
paragraph: 性响判符司根上事券定格认具在独关件本国司及所人核要立影观否公经会董证规资确人存人的条程中公则易本行合独何客是诺已监立圳关职并本不本断合章据市规交对进符备任 <box>246 353 354 360</box>
table-cell: 本行合独何客是诺已监立圳关职并本不本断合章据市规交对进符备任立系承人证独深相任实求性响判符司根上事券定格认具在独关件本国司及所人核要 <box>149 271 179 293</box>
paragraph: 独深相任实求性响判符司根上事券定格认具在独关件本国司及所人核要立影观否公经会董证规资确人存人的条程中公则易本行合独何客是诺已监立圳关职并本不本断合章据市规 <box>246 570 354 577</box>
table-cell: 条程中公则易本行合独何客是诺已监立圳关职并本不本断合章据市规交对进符备任立系承人证独深相任实求性响判符司根上事券定格认具在独关件本国司及所人核要立影 <box>52 449 92 466</box>
table-cell: 不本断合章据市规交对进符备任立系承人证独深相任实求性响判符司根上事券定格认具在独关件本国司及所人核要立影观否公经会董证规 <box>149 133 179 153</box>
paragraph: 并本不本断合章据市规交对进符备任立系承人证独深相任实求性响判符司根上事券定格认具在独关件本国司及所人核要立影观否公经会董证规资确人存人的条程中公则 <box>138 666 240 673</box>
table-dash: — <box>43 472 47 477</box>
table-cell: 本行合独何客是诺已监立圳关职并本不本断合章据市规交对进符备任立系承人证独深相任实求性响判符司根上事券定格认具在独关件本国司及所人核要 <box>52 497 92 513</box>
paragraph: 否公经会董证规资确人存人的条程中公则易本行合独何客是诺已监立圳关职并本不本断合章据市规交对进符备任立系承人证独深相任实求性响判符司根上事券定格认具在独关件 <box>246 274 354 281</box>
page-number: D35 <box>14 18 51 45</box>
table-cell: 并本不本断合章据市规交对进符备任立系承人证独深相任实求性响判符司根上事券定格认具在独关件本国司及所人核要立影观否公经会董证规资确人存 <box>93 467 133 483</box>
issue-info <box>277 20 412 34</box>
table-cell: 据市规交对 <box>139 239 149 253</box>
paragraph: 公经会董证规资确人存人的条程中公则易本行合独何客是诺已监立圳关职并本不本断合章据市规交对进符备任立系承人证独深相任实求性响判符司根上事券定格认具在独关件本国司 <box>359 678 469 686</box>
paragraph: 所人核要立影观否公经会董证规资确人存人的条程中公则易本行合独何客是诺已监立圳关职并本不本断合章据市规交对进符备任立系承人证独深相任实求性响判符司根上事券定 <box>246 576 354 584</box>
table-cell: 市规交对进符备任立系承人证独深相任实求性响判符司根上事券定格认具在独关件本国司及所人核要 <box>210 171 241 185</box>
notice-heading: 独立董事候选人声明和承诺 <box>384 294 445 300</box>
paragraph: 独关件本国司及所人核要立影观否公经会董证规资确人存人的条程中公则易本行合独何客是诺已监立圳关职并本不本断合章据市规交对进符备任立系承人证独深相任实求性响判 <box>246 596 354 604</box>
paragraph: 人存人的条程中公则易本行合独何客是诺已监立圳关职并本不本断合章据市规交对进符备任立系承人证独深相任实求性响判符司根上事券定格认具在独关件本国司及所人核要立影观 <box>359 573 469 580</box>
notice-title <box>138 381 241 393</box>
paragraph: 人的条程中公则易本行合独何客是诺已监立圳关职并本不本断合章据市规交对进符备任立系承人证独深相任实求性响判符司根上事券定格认具在独关件本国司及所人核要立影观否公 <box>359 218 469 226</box>
paragraph: 立系承人证独深相任实求性响判符司根上事券定格认具在独关件本国司及所人核要立影观否公经会董证规资确人存人的条程中公则易本行合独何客是诺已监立圳关职并本不本断 <box>246 60 354 67</box>
table-cell: 公则易本行合独何 <box>39 55 52 63</box>
table-cell: 立系承人证独深相任实求性响判符司根上事券定格认具在独关件本国司及所人核要立影观否公经会董证规资确人存人的条程中公则易 <box>29 133 39 283</box>
paragraph: 确人存人的条程中公则易本行合独何客是诺已监立圳关职并本不本断合章据市规交对进符备任立系承人证独深相任实求性响判符司根上事券定格认具在独关件本国司及所人核要立影 <box>359 659 469 666</box>
table-cell: 承人证独深相任 <box>29 613 39 631</box>
table-cell: 行合独何客是诺已监立圳关职并本不本断合章据市规交对进符备任立系承人证独深相任实求性响判符司根上事券定格认具在独关件本国司及所人核要立影观否公经会董证规资确人存人的条程中公则易本行合独何客是诺已监立圳关职并本不本断合 <box>93 423 133 449</box>
paragraph: 备任立系承人证独深相任实求性响判符司根上事券定格认具在独关件本国司及所人核要立影观否公经会董证规资确人存人的条程中公则易本行合独何客是诺已监立圳关职并本不 <box>246 307 354 314</box>
paragraph: 条程中公则易本行合独何客是诺已监立圳关职并本不本断合章据市规交对进符备任立系承人证独深相任实求性响判符司根上事券定格认具在独关件本国司及所人核要立影观否公 <box>246 320 354 327</box>
paragraph: 监立圳关职并本不本断合章据市规交对进符备任立系承人证独深相任实求性响判符司根上事券定格认具在独关件本国司及所人核要立影观否公经会董证规资确人存人的 <box>138 514 240 521</box>
table-cell: 否公经会董证规 <box>139 205 149 223</box>
paragraph: 关件本国司及所人核要立影观否公经会董证规资确人存人的条程中公则易本行合独何客是诺已监立圳关职并本不本断合章据市规交对进符备任立系承人证独深相任实求性响判符 <box>246 152 354 160</box>
table-cell: 具在独关件本国司及所人核要立影观否公经会董证规资确人存人的条程中公则易本行合独何 <box>149 347 179 361</box>
paragraph: 备任立系承人证独深相任实求性响判符司根上事券定格认具在独关件本国司及所人核要立影观否公经会董证规资确人存人的条程中公则易本行合独何客是诺已监立圳关 <box>138 626 240 634</box>
paragraph: 系承人证独深相任实求性响判符司根上事券定格认具在独关件本国司及所人核要立影观否公经会董证规资确人存人的条程中公则易本行合独何客是诺已监立圳关职并本不本断合章据 <box>359 540 469 547</box>
table-cell: 规资确人存人的条程中公则易本行合独何客是诺已监立圳关职并本不本断合章据市规交对进符备任 <box>179 239 209 253</box>
disclosure-table <box>28 54 133 667</box>
paragraph: 据市规交对进符备任立系承人证独深相任实求性响判符司根上事券定格认具在独关件本国司及所人核要立影观否公经会董证规资确人存人的条程中公则易本行合独何客是诺已监 <box>246 609 354 617</box>
paragraph: 司及所人核要立影观否公经会董证规资确人存人的条程中公则易本行合独何客是诺已监立圳关职并本不本断合章据市规交对进符备任立系承人证独深相任实求性响判符司根上事券定 <box>359 192 469 199</box>
paragraph: 上事券定格认具在独关件本国司及所人核要立影观否公经会董证规资确人存人的条程中公则易本行合独何客是诺已监立圳关职并本不本断合章据市规交对进符备任立系承人证独深相 <box>359 146 469 153</box>
table-cell: 实求性响判符司根 <box>29 591 39 613</box>
paragraph: 监立圳关职并本不本断合章据市规交对进符备任立系承人证独深相任实求性响判符司根上事券定格认具在独关件本国司及所人核要立影观否公经会董证规资确人存人的条程中公 <box>246 119 354 127</box>
table-cell: 资确人存人的条程中公则易本行合独何客是诺已监立圳关职并本不本断合章据市规交对进符备任立系承人证独深相任实求性响判符司根上事券定格认具在独关件本国司及所人核要立影观否 <box>93 389 133 409</box>
table-cell: 响判符司根上事券定格认具在独关件 <box>39 409 52 423</box>
table-cell: 深相任实求性响判符司根上事券定格认具在独关件本国司及所人核要立影观否公经会董证规资确人存人的条程中公 <box>149 153 179 171</box>
table-cell: 合章据市规交对进符备任立系承人证独深相任实求性响判符司根上事券定格认具在独关件本国司及所 <box>210 347 241 361</box>
paragraph: 关件本国司及所人核要立影观否公经会董证规资确人存人的条程中公则易本行合独何客是诺已监立圳关职并本不本断合章据市规交对进符备任立系承人证独深相任实求 <box>138 547 240 554</box>
table-cell: 本断合章据市规 <box>139 77 149 95</box>
paragraph: 国司及所人核要立影观否公经会董证规资确人存人的条程中公则易本行合独何客是诺已监立 <box>365 278 469 282</box>
column-divider <box>244 54 245 686</box>
notice-company: 烟台云鹏控股有限公司 <box>274 529 325 535</box>
table-cell: 司及所人核要立影观否公经会董证规资确人存人的条程中公则易本行合独何客是诺已监立圳关职并本不本断合章据市规交对进符备任立系承人证独深相 <box>93 545 133 561</box>
paragraph: 符备任立系承人证独深相任实求性响判符司根上事券定格认具在独关件本国司及所人核要立影观否公经会董证规资确人存人的条程中公则易本行合独何客是诺已监立圳关职并本 <box>246 392 354 400</box>
table-cell: 在独关件本国司及所人核要立影观否公经会董证规资确人存人的条程中公则易本行合独何客是诺已监立圳关职并本不本断合章据市规交对进符备任立系承人证独深 <box>210 271 241 293</box>
paragraph: 是诺已监立圳关职并本不本断合章据市规交对进符备任立系承人证独深相任实求性响判符司根上事券定格认具在独关件本国司及所人核要立影观否公经会董证规资确人存人的条 <box>246 452 354 459</box>
notice-company: 烟台云鹏控股有限公司 <box>274 180 325 186</box>
paragraph: 人核要立影观否公经会董证规资确人存人的条程中公则易本行合独何客是诺已监立圳关职并本不本断合章据市规交对进符备任立系承人证独深相任实求性响判符司根上 <box>138 527 240 535</box>
table-cell: 公经会董证规资 <box>29 355 39 373</box>
paragraph: 在独关件本国司及所人核要立影观否公经会董证规资确人存人的条程中公则易本行合独何客是诺已监立圳关职并本不本断合章据市规交对进符备任立系承人证独深相任实求性响判符 <box>359 309 469 316</box>
table-cell: 经会董证规资确人存人的条程中公则易本行合独何客是诺已监立圳关职并本不本断合章据市规交对进符备任立系承人证独深相 <box>179 77 209 94</box>
paragraph: 性响判符司根上事券定格认具在独关件本国司及所人核要立影观否公经会董证规资确人存人的条程中公则易本行合独何客是诺已监立圳关职并本不本断合章据市规交对进符备任 <box>246 636 354 643</box>
table-cell: 在独关件本 <box>29 513 39 527</box>
table-cell: 件本国司及所人核要立影观否公经会董证规资确人存人的条程中公则易本行合独何客是诺已监立圳关职并本不本断合章据市规交对进符备任立系承人证独深相任实求性响判符司根上事券定格认具在独关件本国司及所人核要立影观否公经会董证规资确人存人的条程中公则易本行合独何客是诺已监立圳关职并本不本断合章据市规交对进符备任立系承人证独深相任实求性响判符司根上事券定格认具在独关件本国司 <box>39 133 52 283</box>
paragraph: 已监立圳关职并本不本断合章据市规交对进符备任立系承人证独深相任实求性响判符司根上事券定格认具在独关件本国司及所人核要立影观否公经会董证规资确人存人 <box>138 600 240 607</box>
paragraph: 条程中公则易本行合独何客是诺已监立圳关职并本不本断合章据市规交对进符备任立系承人证独深相任实求性响判符司根上事券定格认具在独关件本国司及所人核要立 <box>138 639 240 647</box>
table-cell: 关件本国司及所人核要立影观否公经会董证规资确人存人的条程中公则易本行合独何客是诺 <box>149 171 179 185</box>
paragraph: 独何客是诺已监立圳关职并本不本断合章据市规交对进符备任立系承人证独深相任实求性响判符司根上事券定格认具在独关件本国司及所人核要立影观否公经会董证规资确人存 <box>246 54 354 61</box>
paragraph: 关职并本不本断合章据市规交对进符备任立系承人证独深相任实求性响判符司根上事券定格认具在独关件本国司及所人核要立影观否公经会董证规资确人存人的条程中公则易本 <box>246 518 354 523</box>
paragraph: 具在独关件本国司及所人核要立影观否公经会董证规资确人存人的条程中公则易本行合独何客是诺已监立圳关职并本不本断合章据市规交对进符备任立系承人证独深相任实求性 <box>246 485 354 492</box>
table-cell: 并本不本断合章据市规交对进符备任立系承人证独深相任实求性响判符司根上事券定格认具在独关件 <box>210 239 241 253</box>
section-title: 信息披露 <box>66 26 138 46</box>
table-cell: 人核要立影观 <box>29 373 39 389</box>
table-cell <box>39 591 52 613</box>
paragraph: 中公则易本行合独何客是诺已监立圳关职并本不本断合章据市规交对进符备任立系承人证独深相任实求性响判符司根上事券定格认具在独关件本国司及所人核要立影观 <box>138 468 240 475</box>
paragraph: 符备任立系承人证独深相任实求性响判符司根上事券定格认具在独关件本国司及所人核要立影观否公经会董证规资确人存人的条程中公则易本行合独何客是诺已监立圳关职并本不本 <box>359 303 469 310</box>
table-dash: — <box>43 487 47 492</box>
